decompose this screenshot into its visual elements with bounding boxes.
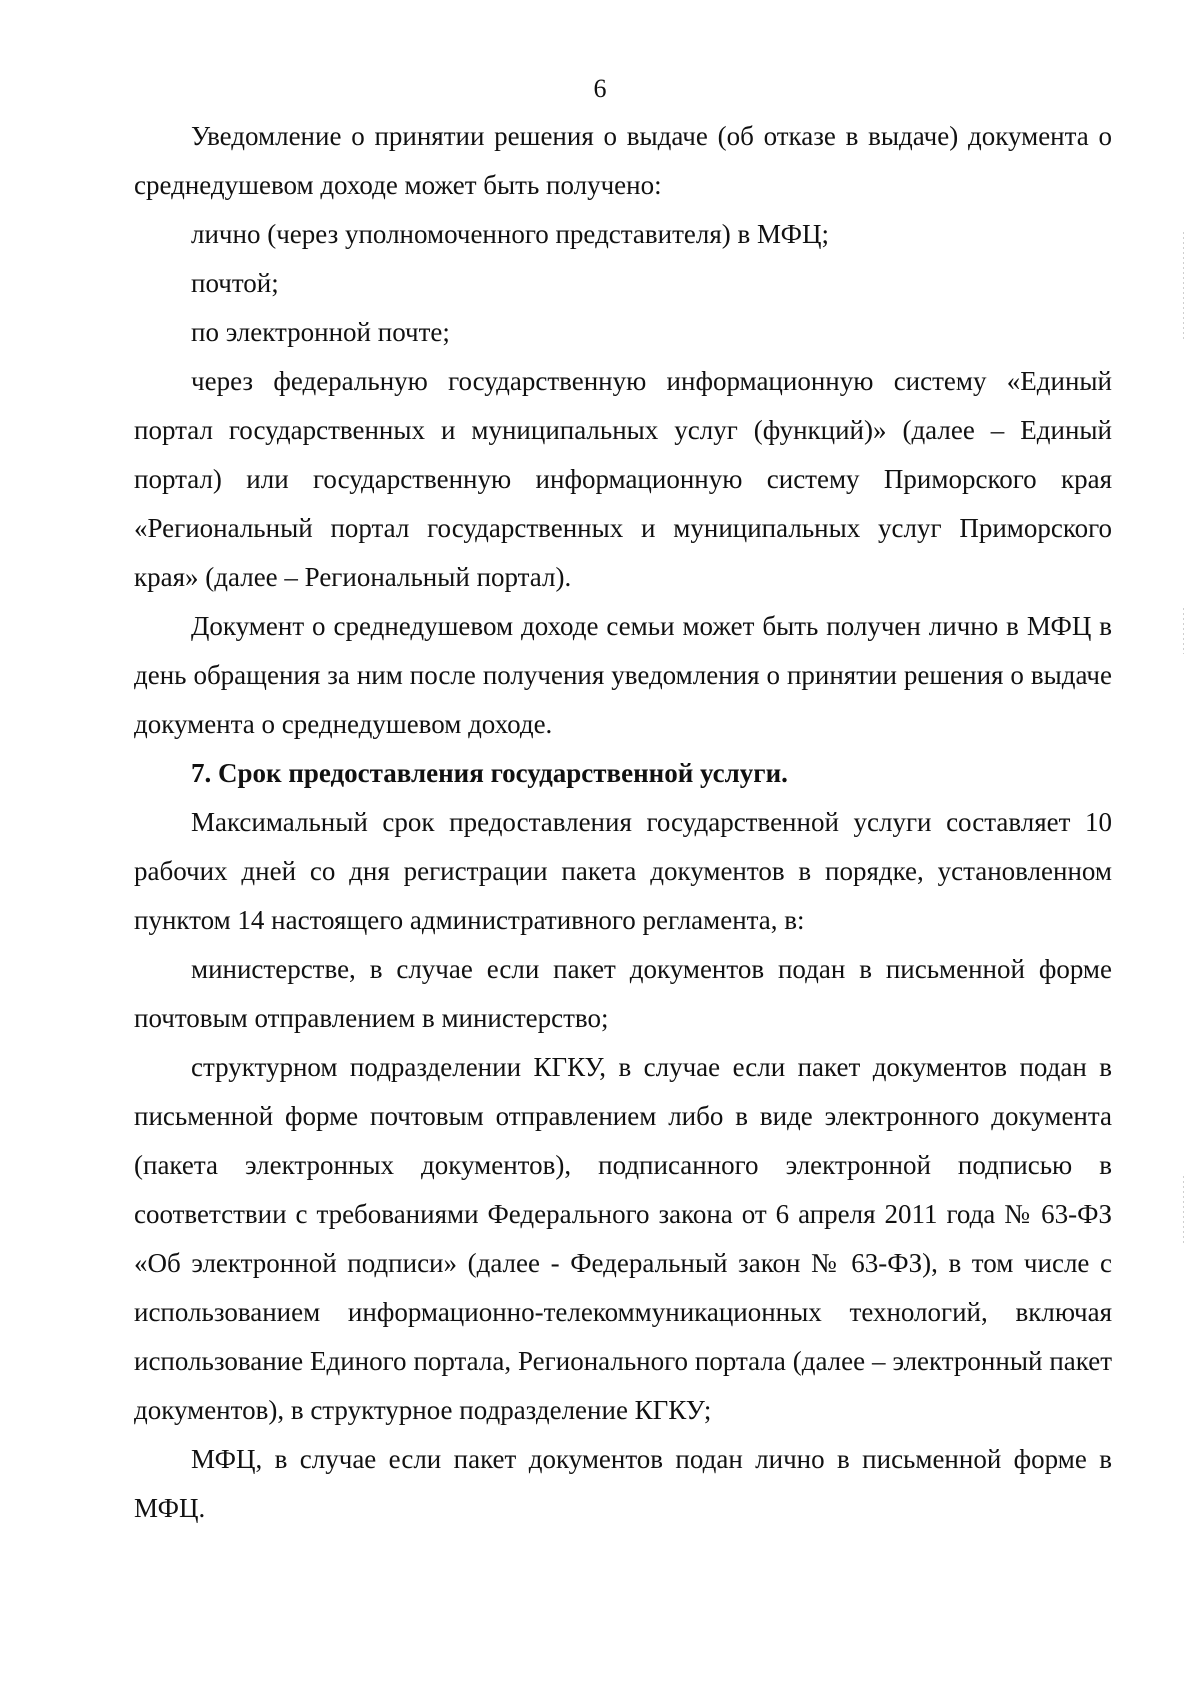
scan-mark-middle	[1183, 608, 1184, 654]
paragraph-by-email: по электронной почте;	[191, 317, 450, 347]
section-heading-7: 7. Срок предоставления государственной услуги.	[191, 758, 788, 788]
paragraph-max-term: Максимальный срок предоставления государственной услуги составляет 10 рабочих дней со дня регистрации пакета документов в порядке, установленном пунктом 14 настоящего административного регламента, в:	[134, 807, 1112, 935]
paragraph-in-person: лично (через уполномоченного представителя) в МФЦ;	[191, 219, 829, 249]
paragraph-via-portal: через федеральную государственную информационную систему «Единый портал государственных и муниципальных услуг (функций)» (далее – Единый портал) или государственную информационную систему Приморского края «Региональный портал государственных и муниципальных услуг Приморского края» (далее – Региональный портал).	[134, 366, 1112, 592]
scan-mark-lower	[1183, 1176, 1184, 1246]
paragraph-mfc: МФЦ, в случае если пакет документов подан лично в письменной форме в МФЦ.	[134, 1444, 1112, 1523]
document-body	[134, 112, 1112, 1533]
paragraph-by-mail: почтой;	[191, 268, 279, 298]
scan-mark-upper	[1183, 232, 1184, 342]
paragraph-notification: Уведомление о принятии решения о выдаче (об отказе в выдаче) документа о среднедушевом доходе может быть получено:	[134, 121, 1112, 200]
paragraph-kgku: структурном подразделении КГКУ, в случае если пакет документов подан в письменной форме почтовым отправлением либо в виде электронного документа (пакета электронных документов), подписанного электронной подписью в соответствии с требованиями Федерального закона от 6 апреля 2011 года № 63-ФЗ «Об электронной подписи» (далее - Федеральный закон № 63-ФЗ), в том числе с использованием информационно-телекоммуникационных технологий, включая использование Единого портала, Регионального портала (далее – электронный пакет документов), в структурное подразделение КГКУ;	[134, 1052, 1112, 1425]
page-number: 6	[593, 74, 607, 103]
paragraph-ministry: министерстве, в случае если пакет документов подан в письменной форме почтовым отправлением в министерство;	[134, 954, 1112, 1033]
paragraph-document-receipt: Документ о среднедушевом доходе семьи может быть получен лично в МФЦ в день обращения за ним после получения уведомления о принятии решения о выдаче документа о среднедушевом доходе.	[134, 611, 1112, 739]
